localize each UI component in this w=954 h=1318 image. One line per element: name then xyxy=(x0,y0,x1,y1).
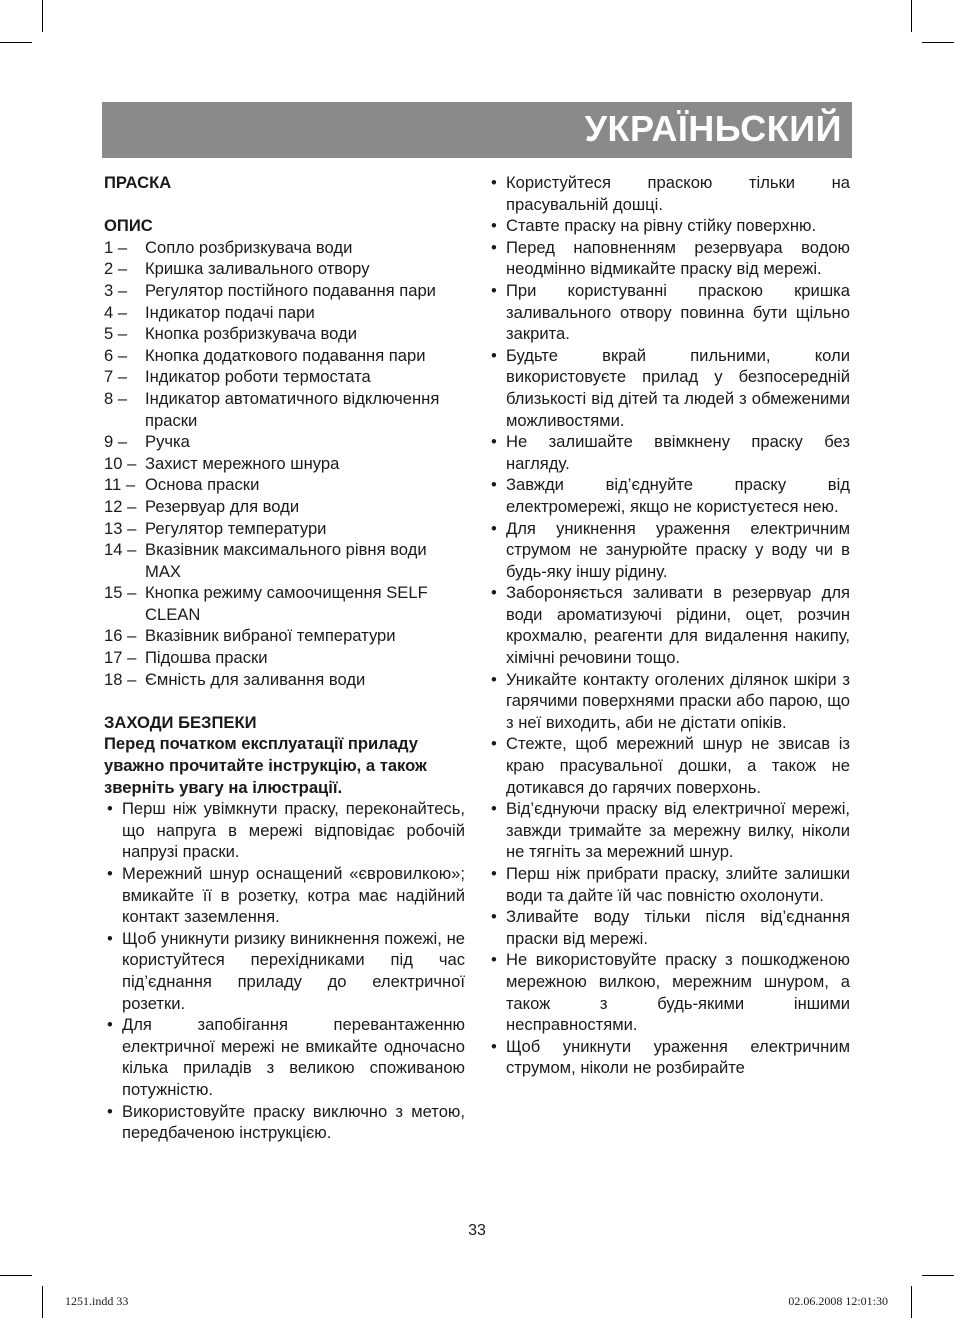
crop-mark xyxy=(0,1275,32,1276)
bullet-text: Завжди від’єднуйте праску від електромережі, якщо не користуєтеся нею. xyxy=(506,475,850,516)
description-item-number: 6 – xyxy=(104,345,128,365)
description-item xyxy=(104,539,465,582)
description-item-number: 9 – xyxy=(104,432,128,452)
description-item xyxy=(104,474,465,496)
description-item-number: 16 – xyxy=(104,626,137,646)
product-title: ПРАСКА xyxy=(104,173,172,192)
bullet-icon: • xyxy=(491,216,497,236)
bullet-item xyxy=(488,345,850,431)
bullet-icon: • xyxy=(491,1036,497,1056)
bullet-text: Стежте, щоб мережний шнур не звисав із краю прасувальної дошки, а також не дотикався до гарячих поверхонь. xyxy=(506,734,850,797)
bullet-icon: • xyxy=(107,1015,113,1035)
bullet-text: Мережний шнур оснащений «євровилкою»; вмикайте її в розетку, котра має надійний контакт заземлення. xyxy=(122,864,465,927)
bullet-icon: • xyxy=(491,799,497,819)
bullet-item xyxy=(488,669,850,734)
description-item-text: Вказівник максимального рівня води MAX xyxy=(145,540,427,581)
description-item-number: 5 – xyxy=(104,324,128,344)
bullet-icon: • xyxy=(491,432,497,452)
crop-mark xyxy=(911,0,912,32)
spacer xyxy=(104,690,465,712)
description-item-number: 11 – xyxy=(104,475,136,495)
description-item-number: 14 – xyxy=(104,540,137,560)
safety-title: ЗАХОДИ БЕЗПЕКИ xyxy=(104,712,257,732)
bullet-item xyxy=(488,172,850,215)
bullet-item xyxy=(488,474,850,517)
description-item-text: Ручка xyxy=(145,432,190,452)
description-item-text: Кришка заливального отвору xyxy=(145,259,370,279)
bullet-item xyxy=(488,518,850,583)
bullet-icon: • xyxy=(491,237,497,257)
description-item xyxy=(104,366,465,388)
bullet-text: Від’єднуючи праску від електричної мережі, завжди тримайте за мережну вилку, ніколи не тягніть за мережний шнур. xyxy=(506,799,850,862)
description-item-text: Захист мережного шнура xyxy=(145,453,340,473)
bullet-item xyxy=(488,949,850,1035)
description-item-number: 13 – xyxy=(104,518,137,538)
bullet-icon: • xyxy=(107,864,113,883)
description-item-text: Індикатор автоматичного відключення праски xyxy=(145,388,440,430)
description-item-text: Кнопка додаткового подавання пари xyxy=(145,345,426,365)
description-item-text: Резервуар для води xyxy=(145,496,300,516)
bullet-item xyxy=(104,1101,465,1144)
bullet-text: Перед наповненням резервуара водою неодмінно відмикайте праску від мережі. xyxy=(506,237,850,279)
bullet-icon: • xyxy=(491,864,497,883)
description-item-text: Ємність для заливання води xyxy=(145,669,366,689)
description-item xyxy=(104,625,465,647)
description-item-text: Кнопка режиму самоочищення SELF CLEAN xyxy=(145,583,428,624)
description-item-number: 3 – xyxy=(104,280,128,300)
language-title: УКРАЇНЬСКИЙ xyxy=(584,108,842,149)
description-item-text: Вказівник вибраної температури xyxy=(145,626,396,646)
bullet-icon: • xyxy=(107,799,113,819)
footer-file-info: 1251.indd 33 xyxy=(65,1294,129,1308)
left-column xyxy=(104,172,465,1144)
description-title: ОПИС xyxy=(104,216,153,236)
description-item-number: 8 – xyxy=(104,388,128,408)
bullet-icon: • xyxy=(491,734,497,754)
right-column xyxy=(488,172,850,1079)
description-item xyxy=(104,258,465,280)
language-header-bar xyxy=(102,102,852,158)
bullet-text: Ставте праску на рівну стійку поверхню. xyxy=(506,216,817,236)
safety-bullet-list-continued xyxy=(488,172,850,1079)
crop-mark xyxy=(922,42,954,43)
description-item xyxy=(104,431,465,453)
bullet-text: Для уникнення ураження електричним струмом не занурюйте праску у воду чи в будь-яку іншу рідину. xyxy=(506,518,850,581)
bullet-text: Уникайте контакту оголених ділянок шкіри з гарячими поверхнями праски або парою, що з неї виходить, аби не дістати опіків. xyxy=(506,669,850,732)
bullet-icon: • xyxy=(491,583,497,603)
bullet-icon: • xyxy=(491,475,497,495)
bullet-item xyxy=(488,215,850,237)
description-item xyxy=(104,453,465,475)
bullet-text: Забороняється заливати в резервуар для води ароматизуючі рідини, оцет, розчин крохмалю, реагенти для видалення накипу, хімічні речовини тощо. xyxy=(506,583,850,668)
bullet-item xyxy=(104,798,465,863)
safety-bullet-list xyxy=(104,798,465,1144)
bullet-icon: • xyxy=(107,1101,113,1121)
bullet-icon: • xyxy=(491,280,497,300)
bullet-text: Зливайте воду тільки після від’єднання праски від мережі. xyxy=(506,907,850,948)
description-item xyxy=(104,669,465,691)
bullet-text: Щоб уникнути ризику виникнення пожежі, не користуйтеся перехідниками під час під’єднання приладу до електричної розетки. xyxy=(122,928,465,1013)
bullet-text: Щоб уникнути ураження електричним струмом, ніколи не розбирайте xyxy=(506,1036,850,1078)
bullet-item xyxy=(104,1014,465,1100)
bullet-icon: • xyxy=(107,928,113,948)
description-item-number: 17 – xyxy=(104,648,137,668)
description-item xyxy=(104,518,465,540)
bullet-icon: • xyxy=(491,518,497,538)
description-item-text: Основа праски xyxy=(145,475,260,495)
bullet-text: Не залишайте ввімкнену праску без нагляду. xyxy=(506,432,850,473)
bullet-text: Будьте вкрай пильними, коли використовуєте прилад у безпосередній близькості від дітей та людей з обмеженими можливостями. xyxy=(506,345,850,430)
description-item-text: Регулятор температури xyxy=(145,518,327,538)
description-item xyxy=(104,237,465,259)
crop-mark xyxy=(42,0,43,32)
bullet-text: Для запобігання перевантаженню електричної мережі не вмикайте одночасно кілька приладів з великою споживаною потужністю. xyxy=(122,1015,465,1099)
bullet-item xyxy=(104,863,465,928)
bullet-item xyxy=(488,582,850,668)
crop-mark xyxy=(42,1286,43,1318)
bullet-item xyxy=(488,431,850,474)
safety-intro: Перед початком експлуатації приладу уважно прочитайте інструкцію, а також зверніть увагу на ілюстрації. xyxy=(104,734,427,797)
footer-date-info: 02.06.2008 12:01:30 xyxy=(788,1294,888,1308)
spacer xyxy=(104,194,465,216)
bullet-item xyxy=(488,906,850,949)
bullet-icon: • xyxy=(491,950,497,970)
description-item xyxy=(104,388,465,431)
description-item-number: 10 – xyxy=(104,453,137,473)
bullet-item xyxy=(488,237,850,280)
bullet-icon: • xyxy=(491,173,497,192)
description-item-number: 15 – xyxy=(104,583,137,603)
description-item xyxy=(104,280,465,302)
bullet-item xyxy=(104,928,465,1014)
bullet-item xyxy=(488,280,850,345)
description-item xyxy=(104,302,465,324)
description-item xyxy=(104,582,465,625)
bullet-text: Перш ніж увімкнути праску, переконайтесь, що напруга в мережі відповідає робочій напрузі праски. xyxy=(122,799,465,862)
page-number: 33 xyxy=(468,1222,486,1239)
crop-mark xyxy=(911,1286,912,1318)
description-item-text: Підошва праски xyxy=(145,648,268,668)
description-item-number: 2 – xyxy=(104,259,128,279)
description-item-number: 4 – xyxy=(104,302,128,322)
bullet-icon: • xyxy=(491,345,497,365)
bullet-text: При користуванні праскою кришка заливального отвору повинна бути щільно закрита. xyxy=(506,280,850,344)
bullet-item xyxy=(488,798,850,863)
bullet-text: Користуйтеся праскою тільки на прасувальній дошці. xyxy=(506,173,850,214)
crop-mark xyxy=(922,1275,954,1276)
description-item-text: Сопло розбризкувача води xyxy=(145,237,353,257)
description-item xyxy=(104,323,465,345)
description-item-text: Кнопка розбризкувача води xyxy=(145,324,357,344)
bullet-item xyxy=(488,1036,850,1079)
bullet-icon: • xyxy=(491,669,497,689)
bullet-item xyxy=(488,863,850,906)
description-item xyxy=(104,647,465,669)
crop-mark xyxy=(0,42,32,43)
description-item-text: Регулятор постійного подавання пари xyxy=(145,280,436,300)
bullet-text: Перш ніж прибрати праску, злийте залишки води та дайте їй час повністю охолонути. xyxy=(506,864,850,905)
description-item-number: 1 – xyxy=(104,237,128,257)
bullet-icon: • xyxy=(491,907,497,927)
description-item-text: Індикатор роботи термостата xyxy=(145,367,371,387)
bullet-text: Використовуйте праску виключно з метою, передбаченою інструкцією. xyxy=(122,1101,465,1143)
description-item-text: Індикатор подачі пари xyxy=(145,302,315,322)
description-item xyxy=(104,496,465,518)
description-item-number: 7 – xyxy=(104,367,128,387)
description-item-number: 12 – xyxy=(104,496,137,516)
description-list xyxy=(104,237,465,690)
description-item-number: 18 – xyxy=(104,669,137,689)
bullet-text: Не використовуйте праску з пошкодженою мережною вилкою, мережним шнуром, а також з будь-якими іншими несправностями. xyxy=(506,950,850,1035)
bullet-item xyxy=(488,733,850,798)
description-item xyxy=(104,345,465,367)
